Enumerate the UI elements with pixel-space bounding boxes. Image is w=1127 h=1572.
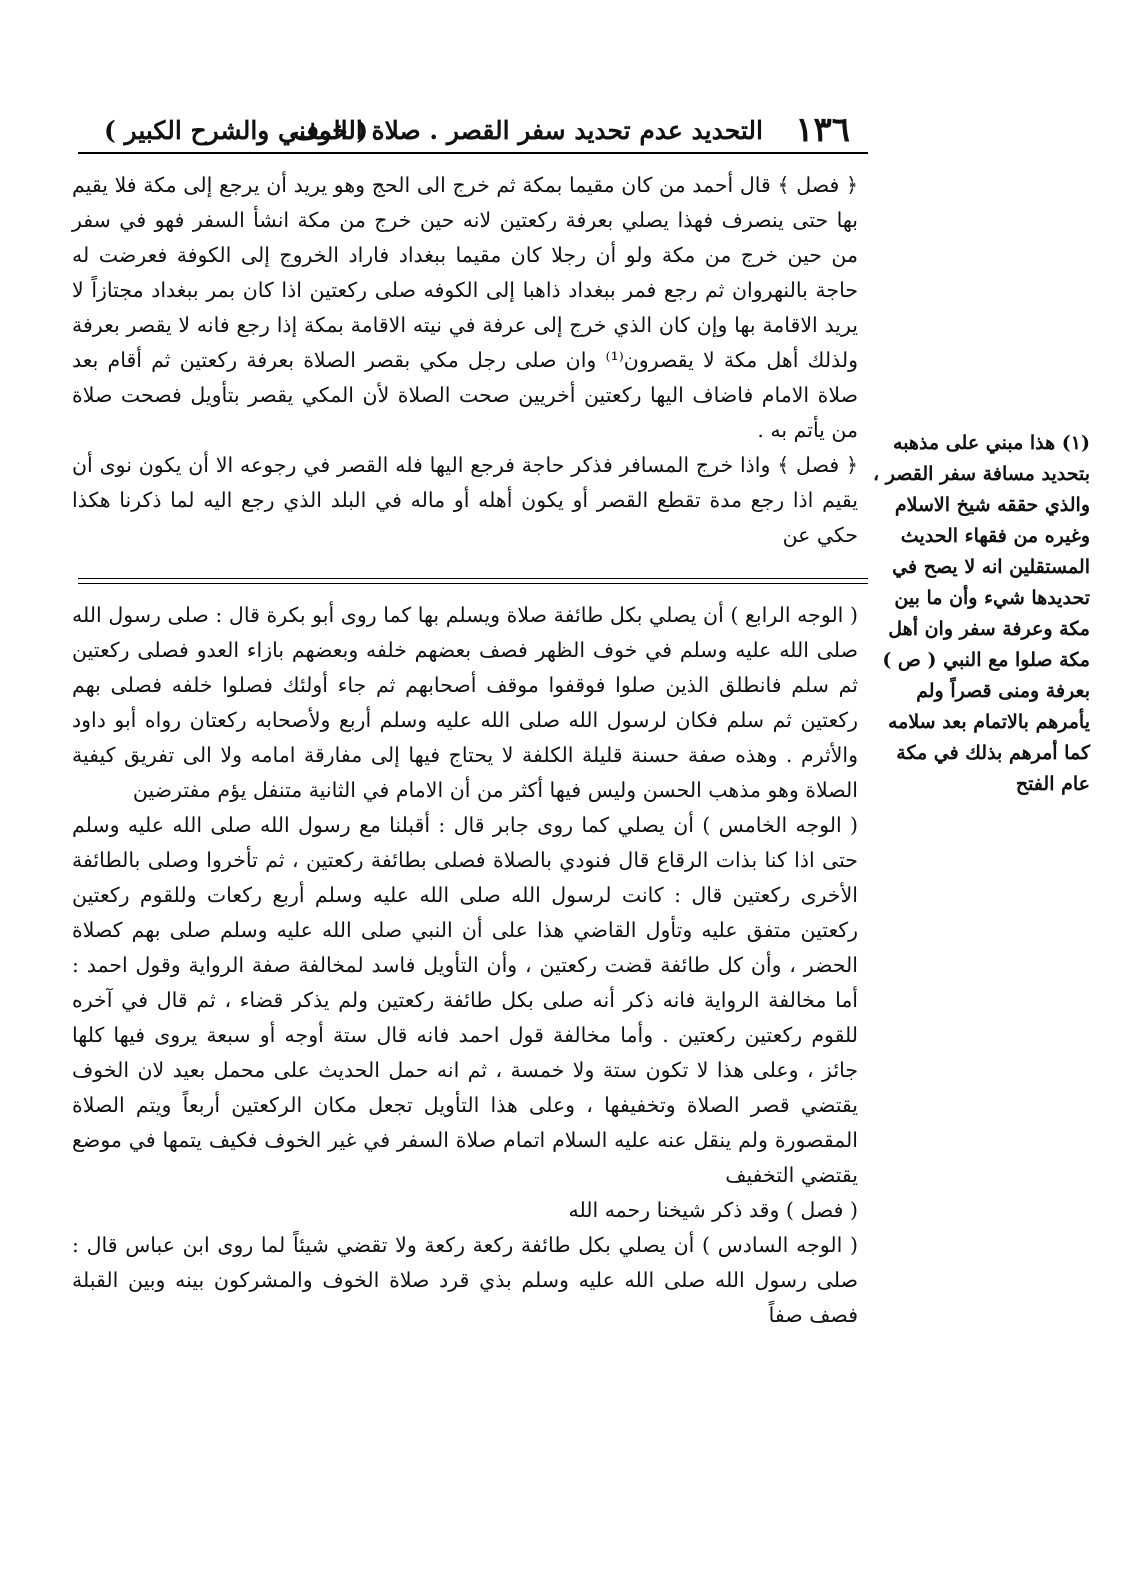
main-text: [72, 168, 858, 553]
page-header: [82, 112, 858, 152]
page-number: ١٣٦: [795, 110, 850, 150]
running-title: التحديد عدم تحديد سفر القصر . صلاة الخوف: [293, 116, 763, 145]
book-title: ( المغني والشرح الكبير ): [104, 116, 369, 145]
commentary-paragraph: ( الوجه السادس ) أن يصلي بكل طائفة ركعة ركعة ولا تقضي شيئاً لما روى ابن عباس قال : صلى رسول الله صلى الله عليه وسلم بذي قرد صلاة الخوف والمشركون بينه وبين القبلة فصف صفاً: [72, 1233, 858, 1327]
main-paragraph: ﴿ فصل ﴾ قال أحمد من كان مقيما بمكة ثم خرج الى الحج وهو يريد أن يرجع إلى مكة فلا يقيم بها حتى ينصرف فهذا يصلي بعرفة ركعتين لانه حين خرج من مكة انشأ السفر فهو في سفر من حين خرج من مكة ولو أن رجلا كان مقيما ببغداد فاراد الخروج إلى الكوفة فعرضت له حاجة بالنهروان ثم رجع فمر ببغداد ذاهبا إلى الكوفه صلى ركعتين اذا كان بمر ببغداد مجتازاً لا يريد الاقامة بها وإن كان الذي خرج إلى عرفة في نيته الاقامة بمكة إذا رجع فانه لا يقصر بعرفة ولذلك أهل مكة لا يقصرون⁽¹⁾ وان صلى رجل مكي بقصر الصلاة بعرفة ركعتين ثم أقام بعد صلاة الامام فاضاف اليها ركعتين أخريين صحت الصلاة لأن المكي يقصر بتأويل فصحت صلاة من يأتم به .: [72, 173, 858, 442]
commentary-paragraph: ( الوجه الخامس ) أن يصلي كما روى جابر قال : أقبلنا مع رسول الله صلى الله عليه وسلم حتى اذا كنا بذات الرقاع قال فنودي بالصلاة فصلى بطائفة ركعتين ، ثم تأخروا وصلى بالطائفة الأخرى ركعتين قال : كانت لرسول الله صلى الله عليه وسلم أربع ركعات وللقوم ركعتين ركعتين متفق عليه وتأول القاضي هذا على أن النبي صلى الله عليه وسلم صلى بهم كصلاة الحضر ، وأن كل طائفة قضت ركعتين ، وأن التأويل فاسد لمخالفة صفة الرواية وقول احمد : أما مخالفة الرواية فانه ذكر أنه صلى بكل طائفة ركعتين ولم يذكر قضاء ، ثم قال في آخره للقوم ركعتين ركعتين . وأما مخالفة قول احمد فانه قال ستة أوجه أو سبعة يروى فيها كلها جائز ، وعلى هذا لا تكون ستة ولا خمسة ، ثم انه حمل الحديث على محمل بعيد لان الخوف يقتضي قصر الصلاة وتخفيفها ، وعلى هذا التأويل تجعل مكان الركعتين أربعاً ويتم الصلاة المقصورة ولم ينقل عنه عليه السلام اتمام صلاة السفر في غير الخوف فكيف يتمها في موضع يقتضي التخفيف: [72, 813, 858, 1187]
separator-rule: [78, 578, 868, 579]
side-footnote: (١) هذا مبني على مذهبه بتحديد مسافة سفر القصر ، والذي حققه شيخ الاسلام وغيره من فقهاء الحديث المستقلين انه لا يصح في تحديدها شيء وأن ما بين مكة وعرفة سفر وان أهل مكة صلوا مع النبي ( ص ) بعرفة ومنى قصراً ولم يأمرهم بالاتمام بعد سلامه كما أمرهم بذلك في مكة عام الفتح: [873, 432, 1090, 795]
commentary-paragraph: ( فصل ) وقد ذكر شيخنا رحمه الله: [568, 1198, 858, 1222]
main-paragraph: ﴿ فصل ﴾ واذا خرج المسافر فذكر حاجة فرجع اليها فله القصر في رجوعه الا أن يكون نوى أن يقيم اذا رجع مدة تقطع القصر أو يكون أهله أو ماله في البلد الذي رجع اليه لما ذكرنا هكذا حكي عن: [72, 453, 858, 547]
separator-rule: [78, 583, 868, 584]
commentary-text: [72, 598, 858, 1333]
commentary-paragraph: ( الوجه الرابع ) أن يصلي بكل طائفة صلاة ويسلم بها كما روى أبو بكرة قال : صلى رسول الله صلى الله عليه وسلم في خوف الظهر فصف بعضهم خلفه وبعضهم بازاء العدو فصلى ركعتين ثم سلم فانطلق الذين صلوا فوقفوا موقف أصحابهم ثم جاء أولئك فصلوا خلفه فصلى بهم ركعتين ثم سلم فكان لرسول الله صلى الله عليه وسلم أربع ولأصحابه ركعتان رواه أبو داود والأثرم . وهذه صفة حسنة قليلة الكلفة لا يحتاج فيها إلى مفارقة امامه ولا الى تفريق كيفية الصلاة وهو مذهب الحسن وليس فيها أكثر من أن الامام في الثانية متنفل يؤم مفترضين: [72, 603, 858, 802]
header-rule: [78, 152, 868, 154]
